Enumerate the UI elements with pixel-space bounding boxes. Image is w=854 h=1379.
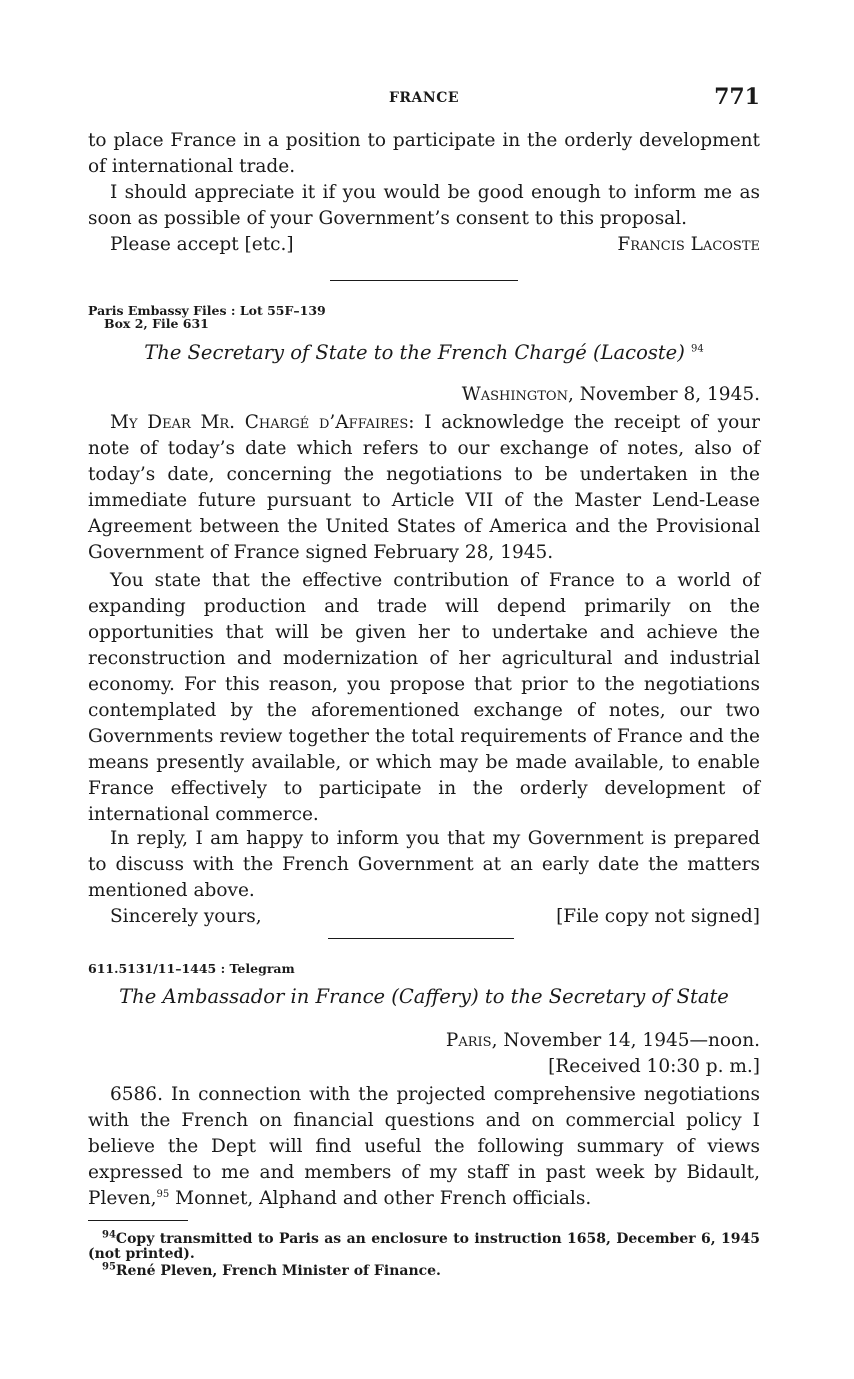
footnote-95 xyxy=(88,1261,760,1279)
running-head-title: FRANCE xyxy=(388,90,460,106)
doc2-dateline-date: November 8, 1945. xyxy=(579,384,760,405)
section-divider xyxy=(328,938,514,939)
doc2-source xyxy=(88,304,326,330)
doc3-source: 611.5131/11–1445 : Telegram xyxy=(88,961,295,976)
doc2-closing: Sincerely yours, xyxy=(110,906,262,927)
footnote-94 xyxy=(88,1229,760,1262)
section-divider xyxy=(330,280,518,281)
doc2-paragraph-1-text: I acknowledge the receipt of your note of today’s date which refers to our exchange of notes, also of today’s date, concerning the negotiations to be undertaken in the immediate future pursuant to Article VII of the Master Lend-Lease Agreement between the United States of America and the Provisional Government of France signed February 28, 1945. xyxy=(88,412,761,563)
letter1-closing: Please accept [etc.] xyxy=(110,234,294,255)
doc2-source-line-1: Paris Embassy Files : Lot 55F–139 xyxy=(88,303,326,318)
letter1-paragraph-1: to place France in a position to participate in the orderly development of international trade. xyxy=(88,130,760,177)
doc2-paragraph-1 xyxy=(88,410,760,566)
doc2-source-line-2: Box 2, File 631 xyxy=(104,316,209,331)
page-number: 771 xyxy=(714,84,760,110)
doc2-title xyxy=(88,340,760,366)
doc3-paragraph-1-text-b: Monnet, Alphand and other French officials. xyxy=(169,1188,592,1209)
footnote-divider xyxy=(88,1220,188,1221)
letter1-signature: Francis Lacoste xyxy=(617,234,760,255)
doc3-received: [Received 10:30 p. m.] xyxy=(548,1056,760,1077)
doc3-paragraph-1 xyxy=(88,1082,760,1212)
doc2-salutation: My Dear Mr. Chargé d’Affaires: xyxy=(110,412,415,433)
doc3-footnote-ref-95: 95 xyxy=(156,1188,170,1200)
doc2-title-footnote-ref: 94 xyxy=(691,343,704,355)
doc3-paragraph-1-text-a: 6586. In connection with the projected comprehensive negotiations with the French on financial questions and on commercial policy I believe the Dept will find useful the following summary of views expressed to me and members of my staff in past week by Bidault, Pleven, xyxy=(88,1084,760,1209)
doc2-dateline xyxy=(462,382,760,408)
footnote-94-text: Copy transmitted to Paris as an enclosure to instruction 1658, December 6, 1945 (not printed). xyxy=(88,1231,760,1262)
doc2-title-text: The Secretary of State to the French Chargé (Lacoste) xyxy=(144,341,685,364)
doc2-file-note: [File copy not signed] xyxy=(556,906,760,927)
doc3-dateline-place: Paris, xyxy=(445,1030,498,1051)
footnote-94-ref: 94 xyxy=(102,1229,116,1241)
doc2-dateline-place: Washington, xyxy=(461,384,574,405)
doc3-title: The Ambassador in France (Caffery) to the Secretary of State xyxy=(119,985,729,1008)
running-head xyxy=(88,86,760,116)
doc3-dateline xyxy=(446,1028,760,1054)
letter1-paragraph-2: I should appreciate it if you would be good enough to inform me as soon as possible of your Government’s consent to this proposal. xyxy=(88,182,760,229)
footnote-95-ref: 95 xyxy=(102,1261,116,1273)
doc2-paragraph-2: You state that the effective contribution of France to a world of expanding production and trade will depend primarily on the opportunities that will be given her to undertake and achieve the reconstruction and modernization of her agricultural and industrial economy. For this reason, you propose that prior to the negotiations contemplated by the aforementioned exchange of notes, our two Governments review together the total requirements of France and the means presently available, or which may be made available, to enable France effectively to participate in the orderly development of international commerce. xyxy=(88,570,760,825)
doc3-dateline-date: November 14, 1945—noon. xyxy=(503,1030,760,1051)
doc2-paragraph-3: In reply, I am happy to inform you that my Government is prepared to discuss with the French Government at an early date the matters mentioned above. xyxy=(88,828,760,901)
footnote-95-text: René Pleven, French Minister of Finance. xyxy=(115,1263,441,1279)
